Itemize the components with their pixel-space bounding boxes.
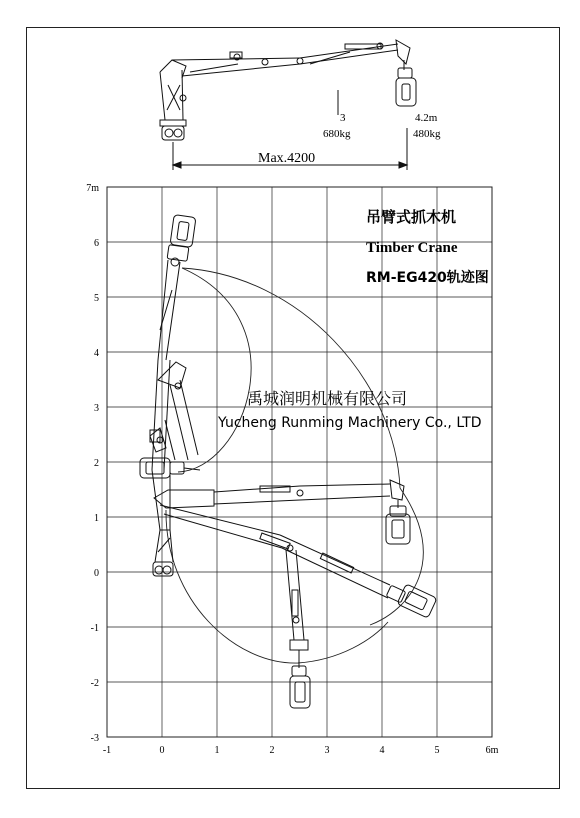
crane-positions xyxy=(140,215,437,708)
crane-base-icon xyxy=(160,120,186,140)
x-tick-label: 4 xyxy=(379,745,385,756)
load-a-weight: 680kg xyxy=(323,128,351,140)
grapple-folded-icon xyxy=(140,458,200,478)
y-tick-label: 1 xyxy=(94,513,99,524)
x-tick-label: 1 xyxy=(214,745,220,756)
load-b-weight: 480kg xyxy=(413,128,441,140)
grapple-icon xyxy=(396,60,416,106)
x-tick-label: 0 xyxy=(159,745,165,756)
grapple-right-icon xyxy=(386,500,410,544)
grapple-diagonal-icon xyxy=(386,584,437,618)
load-b-distance: 4.2m xyxy=(415,112,438,124)
x-axis-ticks xyxy=(103,745,499,756)
x-tick-label: 5 xyxy=(434,745,440,756)
y-tick-label: 6 xyxy=(94,238,99,249)
x-tick-label: 6m xyxy=(485,745,499,756)
watermark-company-en: Yucheng Runming Machinery Co., LTD xyxy=(218,415,482,431)
y-tick-label: 2 xyxy=(94,458,99,469)
y-tick-label: -3 xyxy=(90,733,99,744)
reach-label: Max.4200 xyxy=(258,151,316,166)
x-tick-label: 2 xyxy=(269,745,275,756)
y-tick-label: 3 xyxy=(94,403,99,414)
extension-boom xyxy=(300,40,410,64)
y-tick-label: 7m xyxy=(86,183,99,194)
y-tick-label: 5 xyxy=(94,293,99,304)
grapple-bottom-icon xyxy=(290,650,310,708)
load-a-distance: 3 xyxy=(340,112,346,124)
title-model: RM-EG420轨迹图 xyxy=(366,270,489,286)
hanging-boom xyxy=(286,550,308,650)
title-english: Timber Crane xyxy=(366,240,458,256)
watermark-company-cn: 禹城润明机械有限公司 xyxy=(247,389,408,408)
main-boom xyxy=(172,52,303,76)
x-tick-label: 3 xyxy=(324,745,330,756)
y-tick-label: 4 xyxy=(94,348,99,359)
x-tick-label: -1 xyxy=(102,745,112,756)
y-tick-label: -1 xyxy=(90,623,99,634)
crane-column xyxy=(160,60,186,120)
horizontal-boom xyxy=(154,480,404,508)
y-tick-label: 0 xyxy=(94,568,99,579)
y-axis-ticks xyxy=(86,183,99,744)
diagonal-boom xyxy=(160,505,390,598)
y-tick-label: -2 xyxy=(90,678,99,689)
top-crane-view xyxy=(160,40,416,140)
reach-trajectory xyxy=(166,268,423,663)
title-chinese: 吊臂式抓木机 xyxy=(366,208,457,226)
ground-base-icon xyxy=(153,530,173,576)
vertical-boom xyxy=(150,258,180,530)
grapple-top-icon xyxy=(167,215,196,262)
